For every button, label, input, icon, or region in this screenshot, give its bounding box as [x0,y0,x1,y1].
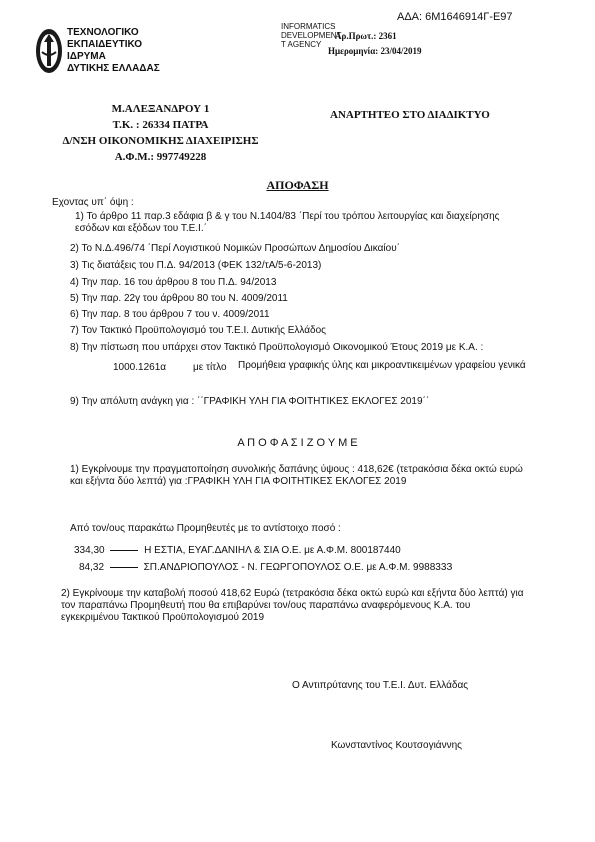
consideration-item: 3) Τις διατάξεις του Π.Δ. 94/2013 (ΦΕΚ 132/τΑ/5-6-2013) [70,260,322,271]
stamp-text: INFORMATICS DEVELOPMENT T AGENCY [281,22,342,49]
consideration-item: 4) Την παρ. 16 του άρθρου 8 του Π.Δ. 94/2013 [70,277,277,288]
budget-title-label: με τίτλο [193,362,227,373]
supplier-amount: 84,32 [79,562,105,573]
consideration-item: 7) Τον Τακτικό Προϋπολογισμό του Τ.Ε.Ι. Δυτικής Ελλάδος [70,325,326,336]
consideration-item: 8) Την πίστωση που υπάρχει στον Τακτικό Προϋπολογισμό Οικονομικού Έτους 2019 με Κ.Α. : [70,342,484,353]
supplier-name: ΣΠ.ΑΝΔΡΙΟΠΟΥΛΟΣ - Ν. ΓΕΩΡΓΟΠΟΥΛΟΣ Ο.Ε. με Α.Φ.Μ. 998833З [143,562,453,573]
decision-one: 1) Εγκρίνουμε την πραγματοποίηση συνολικής δαπάνης ύψους : 418,62€ (τετρακόσια δέκα οκτώ ευρώ και εξήντα δύο λεπτά) για :ΓΡΑΦΙΚΗ ΥΛΗ ΓΙΑ ΦΟΙΤΗΤΙΚΕΣ ΕΚΛΟΓΕΣ 2019 [70,464,523,487]
supplier-name: Η ΕΣΤΙΑ, ΕΥΑΓ.ΔΑΝΙΗΛ & ΣΙΑ Ο.Ε. με Α.Φ.Μ. 800187440 [144,545,401,556]
decide-heading: Α Π Ο Φ Α Σ Ι Ζ Ο Υ Μ Ε [237,437,358,449]
page-title: ΑΠΟΦΑΣΗ [266,178,329,192]
signatory-name: Κωνσταντίνος Κουτσογιάννης [331,740,462,751]
consideration-item: 1) Το άρθρο 11 παρ.3 εδάφια β & γ του Ν.1404/83 ΄Περί του τρόπου λειτουργίας και διαχείρησης εσόδων και εξόδων του Τ.Ε.Ι.΄ [75,211,500,234]
dash-icon [110,550,138,551]
supplier-amount: 334,30 [74,545,105,556]
protocol-number: Αρ.Πρωτ.: 2361 [335,31,397,41]
budget-title: Προμήθεια γραφικής ύλης και μικροαντικειμένων γραφείου γενικά [238,360,526,371]
consideration-item: 2) Το Ν.Δ.496/74 ΄Περί Λογιστικού Νομικών Προσώπων Δημοσίου Δικαίου΄ [70,243,400,254]
suppliers-intro: Από τον/ους παρακάτω Προμηθευτές με το αντίστοιχο ποσό : [70,523,341,534]
supplier-row [74,545,401,557]
intro-text: Εχοντας υπ΄ όψη : [52,197,134,208]
consideration-item: 6) Την παρ. 8 του άρθρου 7 του ν. 4009/2011 [70,309,270,320]
consideration-item: 5) Την παρ. 22γ του άρθρου 80 του Ν. 4009/2011 [70,293,288,304]
protocol-date: Ημερομηνία: 23/04/2019 [328,46,422,56]
institution-name: ΤΕΧΝΟΛΟΓΙΚΟ ΕΚΠΑΙΔΕΥΤΙΚΟ ΙΔΡΥΜΑ ΔΥΤΙΚΗΣ ΕΛΛΑΔΑΣ [67,27,160,74]
post-note: ΑΝΑΡΤΗΤΕΟ ΣΤΟ ΔΙΑΔΙΚΤΥΟ [330,109,490,121]
budget-code: 1000.1261α [113,362,167,373]
emblem-icon [35,28,63,74]
need-item: 9) Την απόλυτη ανάγκη για : ΄΄ΓΡΑΦΙΚΗ ΥΛΗ ΓΙΑ ΦΟΙΤΗΤΙΚΕΣ ΕΚΛΟΓΕΣ 2019΄΄ [70,396,430,407]
decision-two: 2) Εγκρίνουμε την καταβολή ποσού 418,62 Ευρώ (τετρακόσια δέκα οκτώ ευρώ και εξήντα δύο λεπτά) για τον παραπάνω Προμηθευτή που θα επιβαρύνει τον/ους παραπάνω αναφερόμενους Κ.Α. του εγκεκριμένου Τακτικού Προϋπολογισμού 2019 [61,588,524,623]
supplier-row [79,562,452,574]
signatory-role: Ο Αντιπρύτανης του Τ.Ε.Ι. Δυτ. Ελλάδας [292,680,469,691]
address-block: Μ.ΑΛΕΞΑΝΔΡΟΥ 1 Τ.Κ. : 26334 ΠΑΤΡΑ Δ/ΝΣΗ ΟΙΚΟΝΟΜΙΚΗΣ ΔΙΑΧΕΙΡΙΣΗΣ Α.Φ.Μ.: 997749228 [62,103,259,163]
dash-icon [110,567,138,568]
ada-code: ΑΔΑ: 6Μ1646914Γ-Ε97 [397,11,513,23]
